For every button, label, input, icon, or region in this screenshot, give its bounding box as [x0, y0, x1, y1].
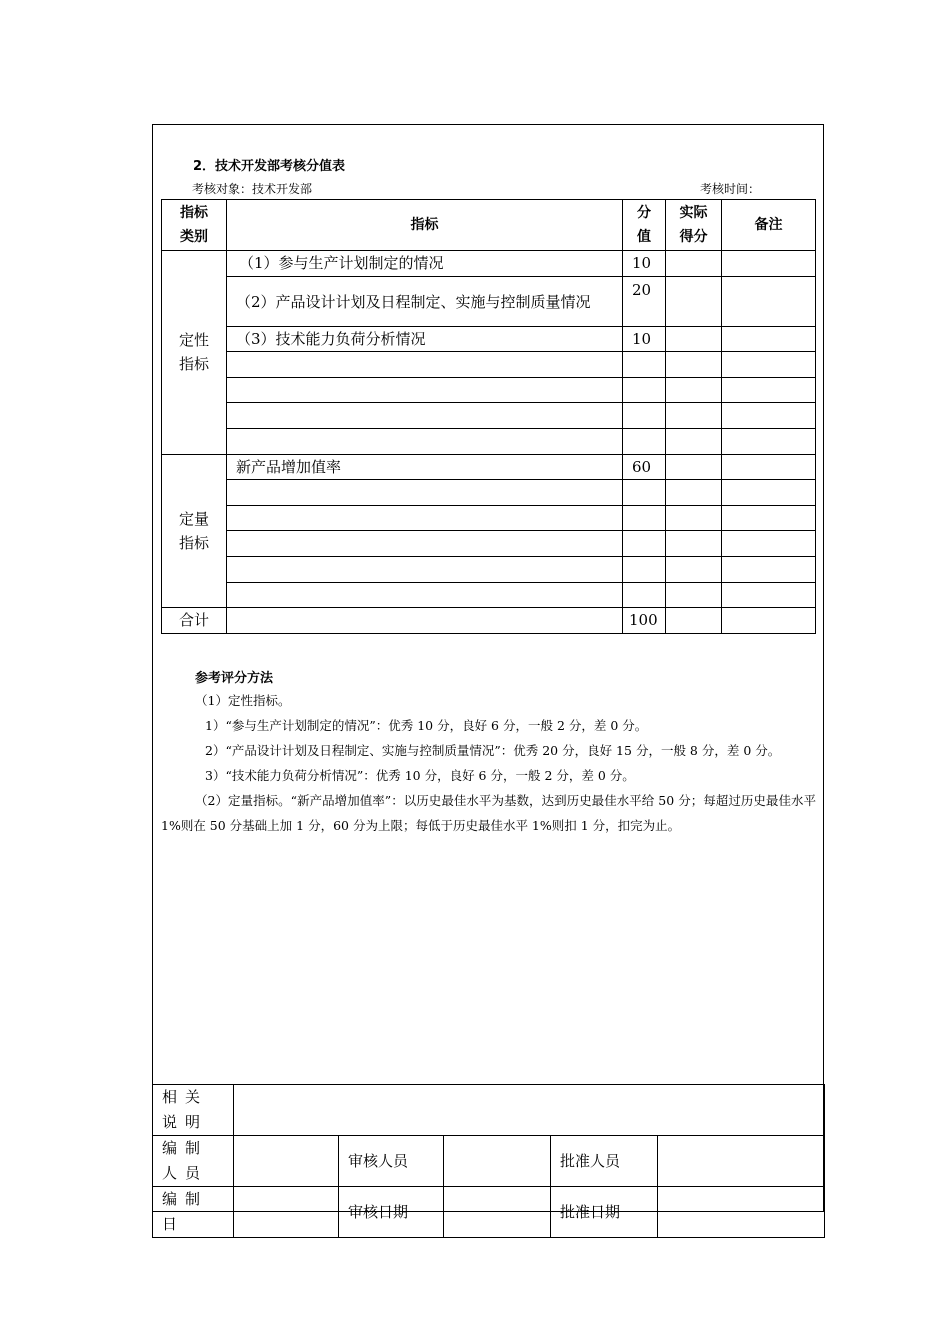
total-indicator-cell: [227, 608, 623, 634]
note-cell[interactable]: [722, 377, 816, 403]
review-date-label: 审核日期: [339, 1187, 444, 1238]
compile-date-value[interactable]: [234, 1187, 339, 1238]
indicator-cell: [227, 352, 623, 378]
actual-score-cell[interactable]: [666, 428, 722, 454]
total-score: 100: [623, 608, 666, 634]
reference-title: 参考评分方法: [195, 671, 274, 686]
actual-score-cell[interactable]: [666, 403, 722, 429]
score-table: [161, 199, 816, 634]
actual-score-cell[interactable]: [666, 276, 722, 326]
indicator-cell: [227, 505, 623, 531]
table-row: [162, 531, 816, 557]
note-cell[interactable]: [722, 251, 816, 277]
header-note: 备注: [722, 200, 816, 251]
indicator-cell: [227, 556, 623, 582]
category-quantitative: 定量指标: [162, 454, 227, 608]
compile-date-label: 编制日: [153, 1187, 234, 1238]
header-category: 指标类别: [162, 200, 227, 251]
score-cell: [623, 531, 666, 557]
personnel-row: [153, 1136, 825, 1187]
review-date-value[interactable]: [444, 1187, 551, 1238]
table-row: [162, 377, 816, 403]
actual-score-cell[interactable]: [666, 326, 722, 352]
compiler-value[interactable]: [234, 1136, 339, 1187]
note-cell[interactable]: [722, 531, 816, 557]
score-cell: 10: [623, 251, 666, 277]
score-cell: [623, 505, 666, 531]
related-notes-value[interactable]: [234, 1085, 825, 1136]
score-cell: [623, 352, 666, 378]
indicator-cell: （3）技术能力负荷分析情况: [227, 326, 623, 352]
actual-score-cell[interactable]: [666, 531, 722, 557]
total-note-cell[interactable]: [722, 608, 816, 634]
note-cell[interactable]: [722, 403, 816, 429]
reference-item: 1）“参与生产计划制定的情况”：优秀 10 分，良好 6 分，一般 2 分，差 0 分。: [205, 718, 648, 733]
actual-score-cell[interactable]: [666, 377, 722, 403]
indicator-cell: （1）参与生产计划制定的情况: [227, 251, 623, 277]
score-cell: [623, 556, 666, 582]
actual-score-cell[interactable]: [666, 480, 722, 506]
approve-date-label: 批准日期: [551, 1187, 658, 1238]
category-qualitative: 定性指标: [162, 251, 227, 455]
approver-value[interactable]: [658, 1136, 825, 1187]
score-cell: [623, 480, 666, 506]
note-cell[interactable]: [722, 428, 816, 454]
note-cell[interactable]: [722, 326, 816, 352]
assessment-target: 考核对象：技术开发部: [192, 182, 313, 196]
table-row: [162, 352, 816, 378]
score-cell: 20: [623, 276, 666, 326]
actual-score-cell[interactable]: [666, 582, 722, 608]
table-row: [162, 428, 816, 454]
related-notes-label: 相关说明: [153, 1085, 234, 1136]
reviewer-value[interactable]: [444, 1136, 551, 1187]
note-cell[interactable]: [722, 454, 816, 480]
indicator-cell: [227, 377, 623, 403]
header-actual: 实际得分: [666, 200, 722, 251]
indicator-cell: [227, 480, 623, 506]
related-notes-row: [153, 1085, 825, 1136]
total-row: [162, 608, 816, 634]
table-row: [162, 276, 816, 326]
actual-score-cell[interactable]: [666, 556, 722, 582]
note-cell[interactable]: [722, 276, 816, 326]
total-label: 合计: [162, 608, 227, 634]
score-cell: [623, 403, 666, 429]
table-row: [162, 582, 816, 608]
qualitative-heading: （1）定性指标。: [195, 693, 291, 708]
score-cell: 60: [623, 454, 666, 480]
table-row: [162, 556, 816, 582]
table-row: [162, 326, 816, 352]
indicator-cell: 新产品增加值率: [227, 454, 623, 480]
table-row: [162, 251, 816, 277]
reference-body: [161, 688, 816, 838]
indicator-cell: （2）产品设计计划及日程制定、实施与控制质量情况: [227, 276, 623, 326]
table-header-row: [162, 200, 816, 251]
reference-item: 2）“产品设计计划及日程制定、实施与控制质量情况”：优秀 20 分，良好 15 分，一般 8 分，差 0 分。: [205, 743, 781, 758]
approve-date-value[interactable]: [658, 1187, 825, 1238]
table-row: [162, 403, 816, 429]
actual-score-cell[interactable]: [666, 352, 722, 378]
compiler-label: 编制人员: [153, 1136, 234, 1187]
reference-item: 3）“技术能力负荷分析情况”：优秀 10 分，良好 6 分，一般 2 分，差 0 分。: [205, 768, 635, 783]
note-cell[interactable]: [722, 352, 816, 378]
assessment-time: 考核时间：: [700, 182, 761, 196]
approver-label: 批准人员: [551, 1136, 658, 1187]
score-cell: [623, 582, 666, 608]
note-cell[interactable]: [722, 556, 816, 582]
header-indicator: 指标: [227, 200, 623, 251]
quantitative-paragraph: （2）定量指标。“新产品增加值率”：以历史最佳水平为基数，达到历史最佳水平给 50 分；每超过历史最佳水平 1%则在 50 分基础上加 1 分，60 分为上限；每低于历史最佳水平 1%则扣 1 分，扣完为止。: [161, 793, 816, 833]
indicator-cell: [227, 403, 623, 429]
note-cell[interactable]: [722, 480, 816, 506]
table-row: [162, 480, 816, 506]
score-cell: [623, 428, 666, 454]
score-cell: [623, 377, 666, 403]
reviewer-label: 审核人员: [339, 1136, 444, 1187]
actual-score-cell[interactable]: [666, 251, 722, 277]
indicator-cell: [227, 582, 623, 608]
indicator-cell: [227, 531, 623, 557]
actual-score-cell[interactable]: [666, 505, 722, 531]
note-cell[interactable]: [722, 505, 816, 531]
table-title: 2．技术开发部考核分值表: [193, 159, 346, 174]
indicator-cell: [227, 428, 623, 454]
table-row: [162, 505, 816, 531]
actual-score-cell[interactable]: [666, 454, 722, 480]
approval-table: [152, 1084, 825, 1238]
score-cell: 10: [623, 326, 666, 352]
note-cell[interactable]: [722, 582, 816, 608]
header-score: 分值: [623, 200, 666, 251]
total-actual-cell[interactable]: [666, 608, 722, 634]
date-row: [153, 1187, 825, 1238]
table-row: [162, 454, 816, 480]
